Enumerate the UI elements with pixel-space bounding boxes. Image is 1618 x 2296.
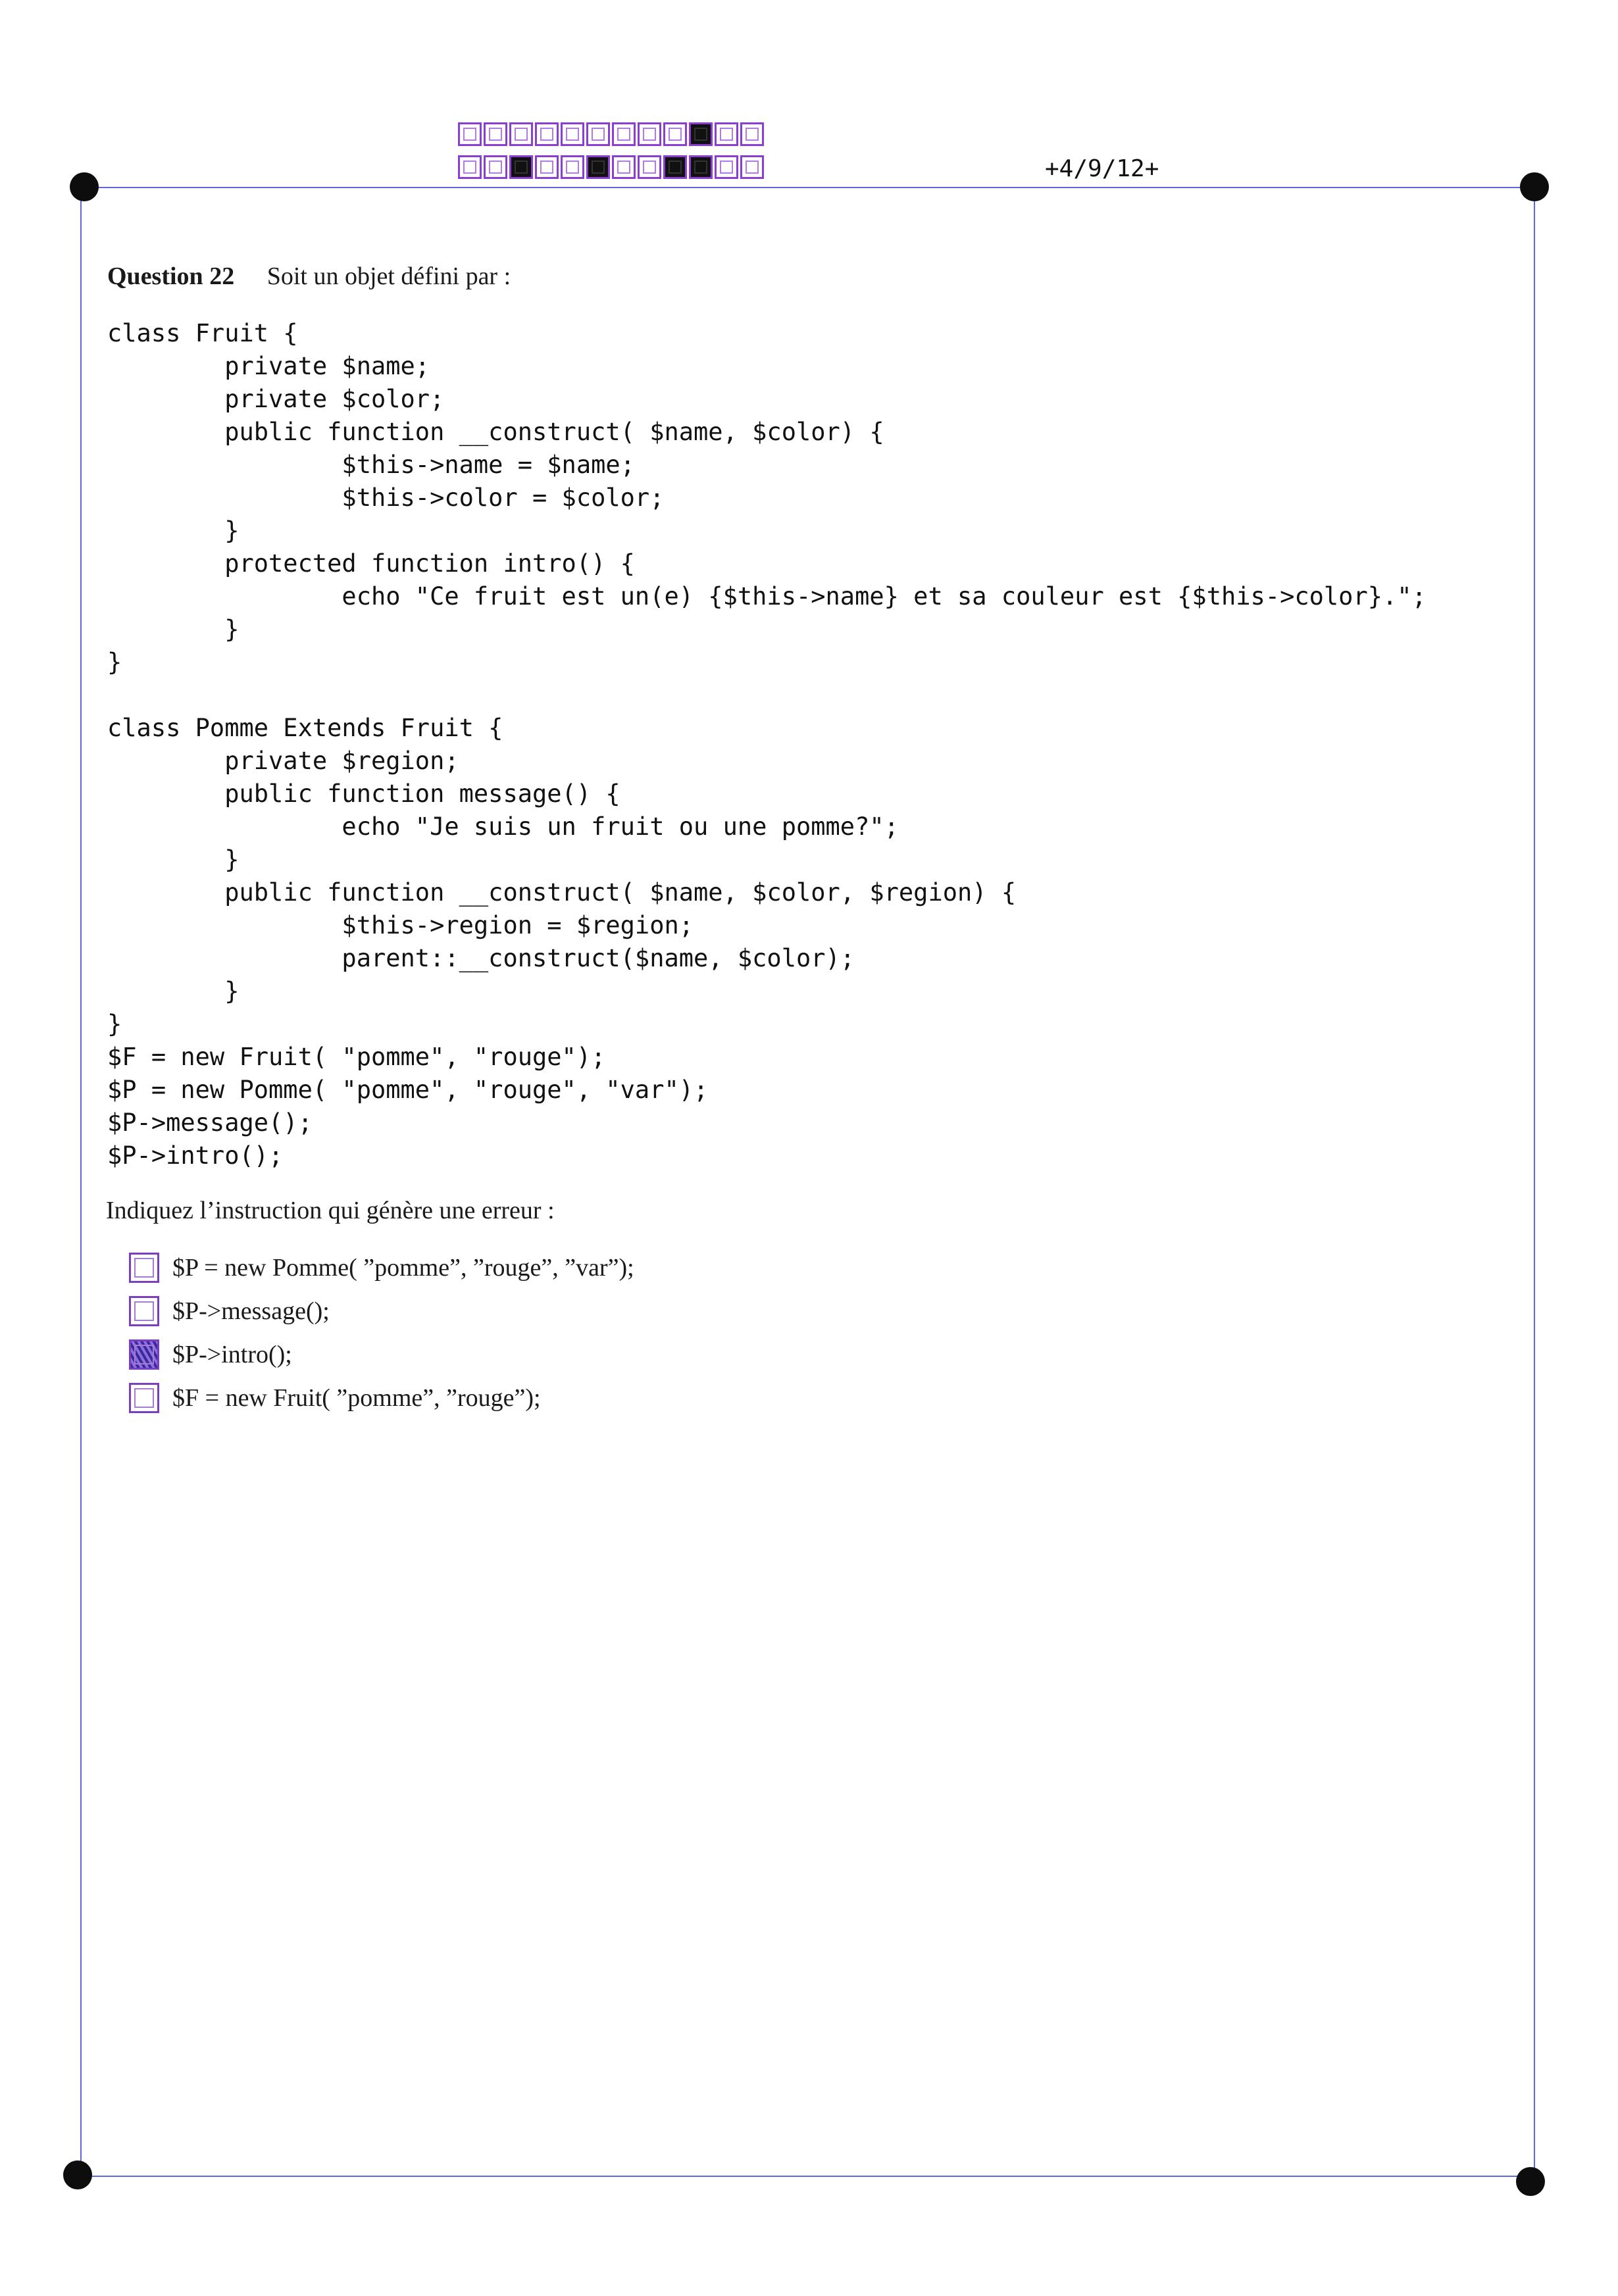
code-line: $P = new Pomme( "pomme", "rouge", "var"); — [107, 1076, 709, 1104]
id-cell — [638, 155, 661, 179]
checkbox[interactable] — [129, 1253, 159, 1283]
code-line: $this->color = $color; — [107, 484, 665, 512]
id-cell — [484, 155, 507, 179]
id-cell — [458, 122, 482, 146]
code-line: $F = new Fruit( "pomme", "rouge"); — [107, 1043, 606, 1071]
code-line: private $name; — [107, 352, 430, 380]
checkbox[interactable] — [129, 1383, 159, 1413]
question-intro: Soit un objet défini par : — [266, 262, 511, 290]
code-line: public function __construct( $name, $color) { — [107, 418, 884, 446]
code-line: class Pomme Extends Fruit { — [107, 714, 503, 742]
id-cell — [586, 155, 610, 179]
code-line: private $color; — [107, 385, 445, 413]
answer-option[interactable] — [129, 1246, 634, 1289]
id-cell — [509, 155, 533, 179]
id-grid-row-2 — [458, 155, 766, 179]
code-line: $this->name = $name; — [107, 451, 635, 479]
code-line: } — [107, 1010, 122, 1038]
option-label: $P = new Pomme( ”pomme”, ”rouge”, ”var”); — [172, 1254, 634, 1282]
code-block — [107, 317, 1427, 1172]
frame-top — [84, 187, 1536, 188]
code-line: $P->message(); — [107, 1109, 313, 1137]
question-number: Question 22 — [107, 262, 235, 290]
id-cell — [612, 155, 636, 179]
question-header — [107, 262, 511, 291]
code-line: $P->intro(); — [107, 1141, 284, 1170]
code-line: protected function intro() { — [107, 549, 635, 578]
code-line: } — [107, 845, 240, 874]
id-cell — [715, 155, 738, 179]
id-cell — [689, 122, 713, 146]
code-line: } — [107, 648, 122, 676]
checkbox[interactable] — [129, 1296, 159, 1326]
id-cell — [715, 122, 738, 146]
checked-checkbox[interactable] — [129, 1339, 159, 1370]
id-cell — [561, 122, 584, 146]
id-cell — [509, 122, 533, 146]
id-cell — [663, 122, 687, 146]
option-label: $F = new Fruit( ”pomme”, ”rouge”); — [172, 1384, 541, 1412]
id-cell — [612, 122, 636, 146]
code-line: public function message() { — [107, 780, 620, 808]
code-line: private $region; — [107, 747, 459, 775]
id-cell — [484, 122, 507, 146]
code-line: echo "Je suis un fruit ou une pomme?"; — [107, 812, 899, 841]
id-cell — [740, 155, 764, 179]
id-cell — [740, 122, 764, 146]
answer-option[interactable] — [129, 1289, 634, 1333]
answer-options — [129, 1246, 634, 1420]
id-grid-row-1 — [458, 122, 766, 146]
code-line: } — [107, 977, 240, 1005]
code-line: class Fruit { — [107, 319, 298, 347]
id-cell — [535, 122, 559, 146]
frame-left — [80, 187, 82, 2176]
id-cell — [535, 155, 559, 179]
id-cell — [663, 155, 687, 179]
code-line: public function __construct( $name, $color, $region) { — [107, 878, 1017, 907]
code-line: } — [107, 516, 240, 545]
frame-right — [1534, 187, 1535, 2176]
id-cell — [561, 155, 584, 179]
answer-option[interactable] — [129, 1376, 634, 1420]
id-cell — [638, 122, 661, 146]
question-prompt: Indiquez l’instruction qui génère une erreur : — [106, 1197, 555, 1224]
corner-dot-bottom-right — [1516, 2167, 1545, 2196]
answer-option[interactable] — [129, 1333, 634, 1376]
code-line: $this->region = $region; — [107, 911, 694, 939]
id-cell — [586, 122, 610, 146]
id-cell — [458, 155, 482, 179]
corner-dot-top-left — [70, 172, 99, 201]
code-line: parent::__construct($name, $color); — [107, 944, 855, 972]
option-label: $P->message(); — [172, 1297, 330, 1325]
option-label: $P->intro(); — [172, 1341, 292, 1368]
corner-dot-top-right — [1520, 172, 1549, 201]
id-cell — [689, 155, 713, 179]
code-line: } — [107, 615, 240, 643]
code-line: echo "Ce fruit est un(e) {$this->name} et sa couleur est {$this->color}."; — [107, 582, 1427, 611]
frame-bottom — [78, 2176, 1530, 2177]
page-id: +4/9/12+ — [1045, 155, 1159, 182]
corner-dot-bottom-left — [63, 2160, 92, 2189]
